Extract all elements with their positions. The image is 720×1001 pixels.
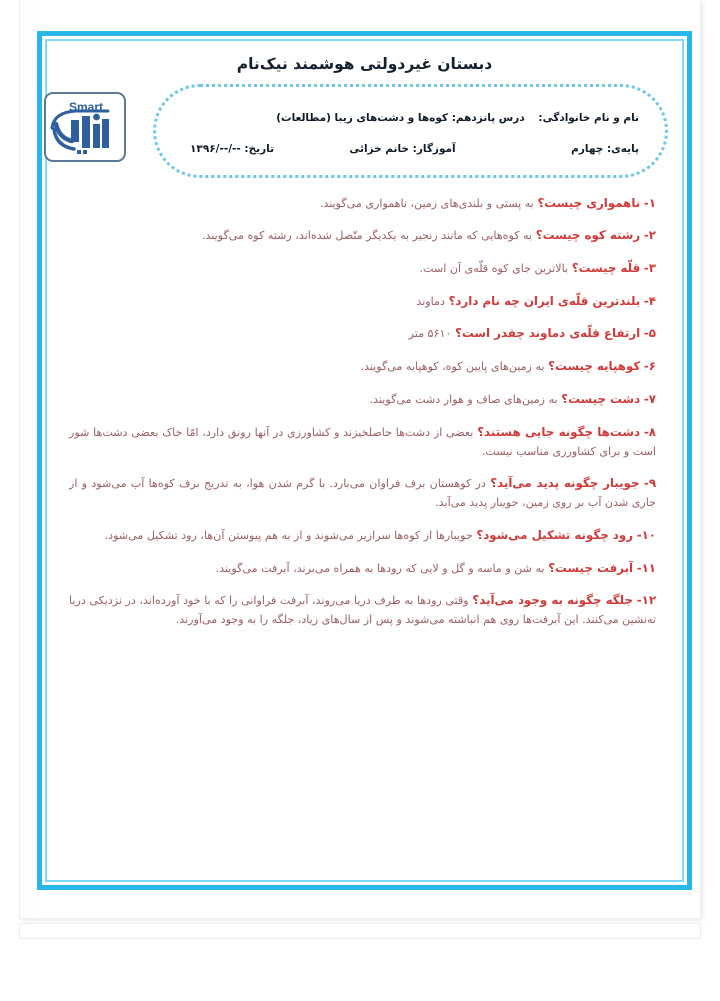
qa-item-12 [69, 591, 656, 629]
question-text: ارتفاع قلّه‌ی دماوند چقدر است؟ [455, 326, 641, 341]
student-name-label: نام و نام خانوادگی: [538, 112, 639, 125]
answer-text: به زمین‌های پایین کوه، کوهپایه می‌گویند. [360, 360, 545, 374]
question-number: ۱۲- [636, 593, 657, 608]
qa-item-3 [69, 259, 656, 278]
svg-text:Smart: Smart [68, 99, 104, 114]
question-number: ۹- [643, 476, 657, 491]
page-border-inner [45, 39, 684, 882]
page-bottom-edge [20, 924, 700, 938]
question-text: جویبار چگونه پدید می‌آید؟ [490, 476, 640, 491]
page-title: دبستان غیردولتی هوشمند نیک‌نام [236, 55, 493, 73]
question-text: رود چگونه تشکیل می‌شود؟ [476, 527, 633, 542]
smart-logo-icon [46, 94, 124, 160]
question-number: ۶- [643, 359, 656, 374]
qa-item-7 [69, 390, 656, 409]
question-text: بلندترین قلّه‌ی ایران چه نام دارد؟ [448, 293, 641, 308]
answer-text: بعضی از دشت‌ها حاصلخیزند و کشاورزی در آنها رونق دارد، امّا خاک بعضی دشت‌ها شور است و برای کشاورزی مناسب نیست. [69, 425, 656, 458]
question-text: دشت چیست؟ [561, 391, 641, 406]
teacher-name: آموزگار: خانم خزائی [349, 143, 456, 156]
qa-item-5 [69, 324, 656, 343]
question-text: رشته کوه چیست؟ [535, 228, 641, 243]
answer-text: به زمین‌های صاف و هوار دشت می‌گویند. [369, 392, 558, 406]
qa-item-11 [69, 559, 656, 578]
info-row-top [190, 112, 639, 124]
question-number: ۲- [643, 228, 656, 243]
question-text: دشت‌ها چگونه جایی هستند؟ [477, 424, 640, 439]
question-text: کوهپایه چیست؟ [548, 359, 641, 374]
answer-text: جویبارها از کوه‌ها سرازیر می‌شوند و از به هم پیوستن آن‌ها، رود تشکیل می‌شود. [104, 528, 473, 542]
answer-text: بالاترین جای کوه قلّه‌ی آن است. [419, 262, 569, 275]
qa-item-4 [69, 292, 656, 311]
question-text: آبرفت چیست؟ [548, 560, 633, 575]
question-number: ۵- [643, 326, 656, 341]
qa-item-9 [69, 474, 656, 512]
question-text: ناهمواری چیست؟ [537, 195, 641, 210]
worksheet-page [20, 0, 700, 918]
answer-text: به کوه‌هایی که مانند زنجیر به یکدیگر متّصل شده‌اند، رشته کوه می‌گویند. [201, 229, 533, 243]
answer-text: به پستی و بلندی‌های زمین، ناهمواری می‌گویند. [319, 196, 534, 210]
answer-text: ۵۶۱۰ متر [408, 327, 452, 341]
answer-text: وقتی رودها به طرف دریا می‌روند، آبرفت فراوانی را که با خود آورده‌اند، در نزدیکی دریا ته‌نشین می‌کنند. این آبرفت‌ها روی هم انباشته می‌شوند و پس از سال‌های زیاد، جلگه را به وجود می‌آورند. [69, 594, 656, 627]
student-info-oval [153, 84, 668, 178]
question-answer-list [61, 194, 668, 630]
question-number: ۷- [643, 391, 656, 406]
question-number: ۴- [643, 293, 656, 308]
qa-item-1 [69, 194, 656, 213]
grade-value: پایه‌ی: چهارم [571, 143, 639, 156]
qa-item-8 [69, 423, 656, 461]
question-number: ۱۱- [636, 560, 656, 575]
qa-item-10 [69, 526, 656, 545]
info-row-bottom [190, 143, 639, 155]
qa-item-2 [69, 226, 656, 245]
question-number: ۱- [643, 195, 656, 210]
qa-item-6 [69, 357, 656, 376]
lesson-title: درس پانزدهم: کوه‌ها و دشت‌های زیبا (مطالعات) [276, 112, 525, 125]
page-border-frame [37, 31, 692, 890]
page-content [47, 41, 682, 880]
question-text: جلگه چگونه به وجود می‌آید؟ [472, 593, 633, 608]
date-field: تاریخ: --/--/۱۳۹۶ [190, 143, 275, 156]
question-number: ۱۰- [636, 527, 656, 542]
question-number: ۸- [643, 424, 656, 439]
question-text: قلّه چیست؟ [571, 261, 641, 275]
answer-text: در کوهستان برف فراوان می‌بارد. با گرم شدن هوا، به تدریج برف کوه‌ها آب می‌شود و از جاری شدن آب بر روی زمین، جویبار پدید می‌آید. [69, 477, 656, 510]
question-number: ۳- [643, 261, 656, 275]
header-info-block [61, 76, 668, 192]
answer-text: دماوند [416, 294, 445, 308]
answer-text: به شن و ماسه و گل و لایی که رودها به همراه می‌برند، آبرفت می‌گویند. [215, 561, 545, 575]
school-logo [44, 92, 126, 162]
student-info-grid [190, 103, 639, 165]
